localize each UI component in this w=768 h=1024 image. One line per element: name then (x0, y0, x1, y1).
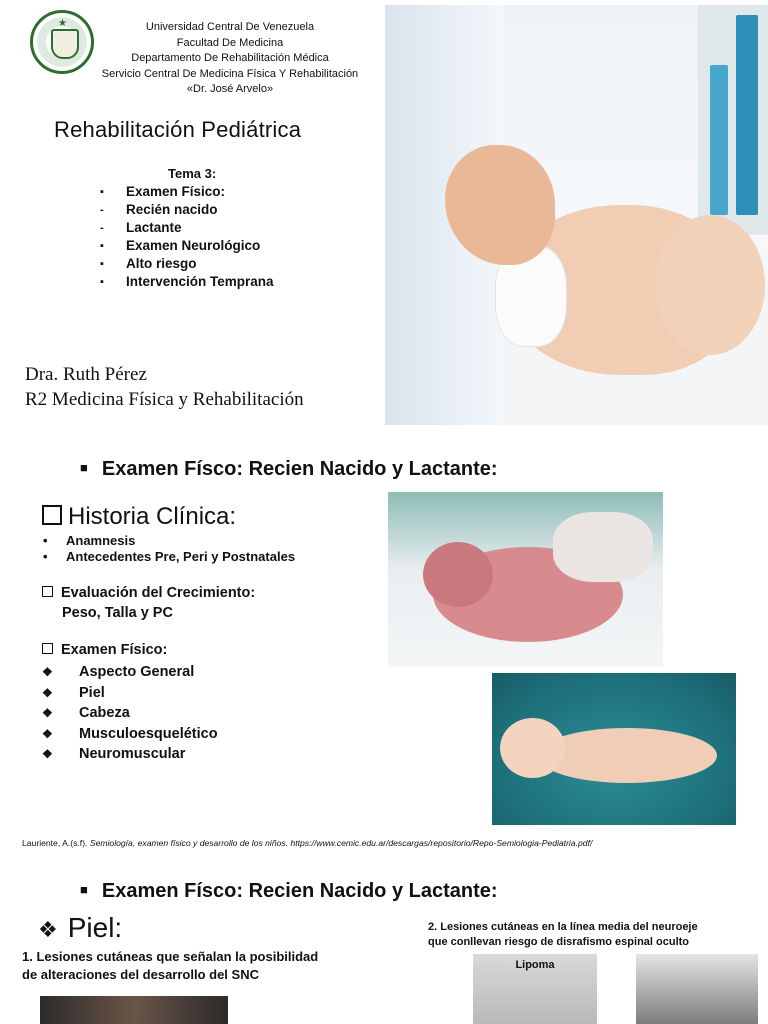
newborn-photo (388, 492, 663, 667)
glove-shape (553, 512, 653, 582)
list-item (100, 273, 274, 291)
seal-star-icon: ★ (58, 18, 67, 29)
historia-list (43, 533, 295, 565)
citation-author: Lauriente, A.(s.f). (22, 838, 88, 848)
list-item-text: Aspecto General (79, 664, 195, 680)
list-item-text: Recién nacido (126, 202, 218, 217)
historia-title (42, 503, 236, 531)
tema-list (100, 183, 274, 291)
skin-lesion-photo (40, 996, 228, 1024)
lesion-photo (636, 954, 758, 1024)
diamond-bullet-icon: ❖ (42, 747, 53, 762)
diamond-bullet-icon: ❖ (38, 917, 58, 942)
piel-title (38, 912, 122, 944)
section-title (80, 458, 498, 481)
slide-piel (0, 868, 768, 1024)
square-bullet-icon: ■ (80, 460, 88, 475)
bullet-marker: ▪ (100, 276, 104, 288)
newborn-head-shape (423, 542, 493, 607)
binder-shape (736, 15, 758, 215)
slide-title (0, 0, 768, 430)
bullet-marker: - (100, 204, 104, 216)
checkbox-bullet-icon (42, 643, 53, 654)
lesion-2-line: que conllevan riesgo de disrafismo espinal oculto (428, 935, 690, 948)
examen-heading (42, 642, 167, 658)
section-title (80, 880, 498, 903)
header-line: Facultad De Medicina (176, 36, 284, 49)
baby-head-shape (655, 215, 765, 355)
list-item-text: Examen Neurológico (126, 238, 261, 253)
checkbox-bullet-icon (42, 505, 62, 525)
examen-list (42, 662, 218, 765)
baby-body-shape (537, 728, 717, 783)
list-item (100, 183, 274, 201)
list-item-text: Alto riesgo (126, 256, 197, 271)
lipoma-photo (473, 954, 597, 1024)
slide-historia-clinica (0, 440, 768, 860)
baby-exam-photo (385, 5, 768, 425)
section-title-text: Examen Físco: Recien Nacido y Lactante: (101, 458, 498, 480)
header-line: Servicio Central De Medicina Física Y Rehabilitación (101, 67, 359, 80)
baby-head-shape (500, 718, 565, 778)
citation-title: Semiología, examen físico y desarrollo de los niños. https://www.cemic.edu.ar/descargas/repositorio/Repo-Semiologia-Pediatria.pdf/ (89, 838, 593, 848)
bullet-marker: ▪ (100, 240, 104, 252)
checkbox-bullet-icon (42, 586, 53, 597)
list-item-text: Intervención Temprana (126, 274, 274, 289)
bullet-marker: ▪ (100, 186, 104, 198)
lesion-2-text (428, 920, 698, 949)
lesion-1-line: de alteraciones del desarrollo del SNC (22, 967, 259, 982)
tema-label: Tema 3: (168, 166, 217, 181)
list-item: • Anamnesis (43, 533, 295, 549)
list-item (42, 662, 218, 683)
crecimiento-label: Evaluación del Crecimiento: (61, 585, 256, 601)
lesion-2-line: 2. Lesiones cutáneas en la línea media del neuroeje (428, 921, 698, 933)
list-item (100, 255, 274, 273)
header-line: Departamento De Rehabilitación Médica (131, 52, 329, 64)
list-item: • Antecedentes Pre, Peri y Postnatales (43, 549, 295, 565)
diamond-bullet-icon: ❖ (42, 726, 53, 741)
header-line: «Dr. José Arvelo» (186, 83, 274, 95)
list-item (42, 744, 218, 765)
seal-shield-icon (51, 29, 79, 59)
list-item (42, 703, 218, 724)
historia-title-text: Historia Clínica: (68, 503, 237, 530)
author-block (25, 362, 304, 412)
header-line: Universidad Central De Venezuela (145, 21, 315, 33)
lesion-1-line: 1. Lesiones cutáneas que señalan la posibilidad (22, 949, 319, 964)
examen-label: Examen Físico: (61, 642, 168, 658)
bullet-marker: ▪ (100, 258, 104, 270)
list-item (100, 201, 274, 219)
list-item (42, 683, 218, 704)
bullet-marker: - (100, 222, 104, 234)
sleeping-baby-photo (492, 673, 736, 825)
square-bullet-icon: ■ (80, 882, 88, 897)
list-item-text: Neuromuscular (79, 746, 186, 763)
list-item-text: Cabeza (79, 705, 130, 722)
list-item (42, 724, 218, 745)
list-item (100, 237, 274, 255)
crecimiento-block (42, 583, 255, 623)
presentation-title: Rehabilitación Pediátrica (54, 117, 302, 142)
citation (22, 838, 592, 848)
list-item-text: Musculoesquelético (79, 725, 218, 742)
piel-title-text: Piel: (67, 912, 123, 943)
list-item (100, 219, 274, 237)
crecimiento-values: Peso, Talla y PC (62, 605, 173, 621)
list-item-text: Examen Físico: (126, 184, 226, 199)
list-item-text: Piel (79, 684, 105, 701)
author-name: Dra. Ruth Pérez (25, 364, 147, 385)
author-role: R2 Medicina Física y Rehabilitación (25, 389, 304, 410)
diamond-bullet-icon: ❖ (42, 706, 53, 721)
section-title-text: Examen Físco: Recien Nacido y Lactante: (101, 880, 498, 902)
institution-header (80, 20, 380, 98)
binder-shape (710, 65, 728, 215)
list-item-text: Lactante (126, 220, 182, 235)
lesion-1-text (22, 948, 318, 984)
lipoma-label: Lipoma (515, 959, 555, 971)
diamond-bullet-icon: ❖ (42, 685, 53, 700)
diamond-bullet-icon: ❖ (42, 665, 53, 679)
